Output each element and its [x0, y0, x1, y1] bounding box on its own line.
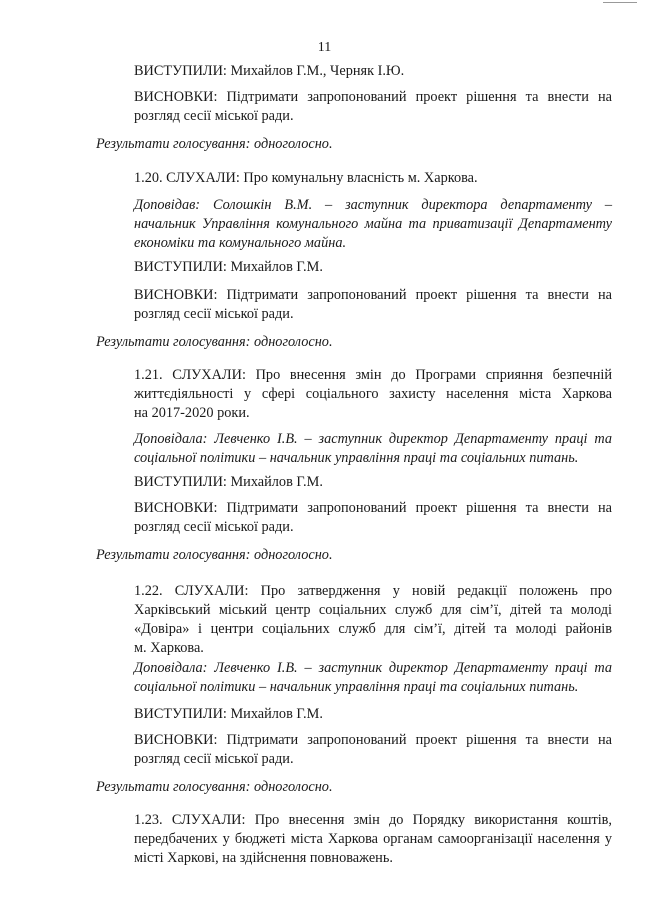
speakers-paragraph	[96, 473, 612, 492]
speakers-paragraph	[96, 258, 612, 277]
conclusion-paragraph	[96, 88, 612, 126]
text-line: на 2017-2020 роки.	[134, 405, 250, 421]
speakers-paragraph	[96, 705, 612, 724]
conclusion-paragraph	[96, 731, 612, 769]
text-line: ВИСНОВКИ: Підтримати запропонований проект рішення та внести на	[134, 287, 612, 303]
text-line: ВИСТУПИЛИ: Михайлов Г.М.	[134, 259, 323, 275]
speaker-paragraph	[96, 430, 612, 468]
text-line: передбачених у бюджеті міста Харкова органам самоорганізації населення у	[134, 831, 612, 847]
conclusion-paragraph	[96, 499, 612, 537]
text-line: Результати голосування: одноголосно.	[96, 779, 333, 795]
text-line: Доповідала: Левченко І.В. – заступник директор Департаменту праці та	[134, 660, 612, 676]
text-line: Харківський міський центр соціальних служб для сім’ї, дітей та молоді	[134, 602, 612, 618]
text-line: економіки та комунального майна.	[134, 235, 347, 251]
text-line: 1.20. СЛУХАЛИ: Про комунальну власність м. Харкова.	[134, 170, 478, 186]
agenda-item-heading	[96, 169, 612, 188]
text-line: 1.22. СЛУХАЛИ: Про затвердження у новій редакції положень про	[134, 583, 612, 599]
text-line: розгляд сесії міської ради.	[134, 751, 294, 767]
text-line: місті Харкові, на здійснення повноважень.	[134, 850, 393, 866]
page-number: 11	[317, 40, 332, 55]
text-line: розгляд сесії міської ради.	[134, 519, 294, 535]
text-line: «Довіра» і центри соціальних служб для сім’ї, дітей та молоді районів	[134, 621, 612, 637]
text-line: розгляд сесії міської ради.	[134, 306, 294, 322]
voting-result	[96, 333, 612, 352]
speaker-paragraph	[96, 659, 612, 697]
text-line: ВИСТУПИЛИ: Михайлов Г.М., Черняк І.Ю.	[134, 63, 405, 79]
text-line: ВИСТУПИЛИ: Михайлов Г.М.	[134, 706, 323, 722]
text-line: Доповідала: Левченко І.В. – заступник директор Департаменту праці та	[134, 431, 612, 447]
text-line: начальник Управління комунального майна та приватизації Департаменту	[134, 216, 612, 232]
text-line: ВИСНОВКИ: Підтримати запропонований проект рішення та внести на	[134, 500, 612, 516]
text-line: 1.23. СЛУХАЛИ: Про внесення змін до Порядку використання коштів,	[134, 812, 612, 828]
text-line: ВИСНОВКИ: Підтримати запропонований проект рішення та внести на	[134, 89, 612, 105]
text-line: соціальної політики – начальник управління праці та соціальних питань.	[134, 450, 579, 466]
voting-result	[96, 135, 612, 154]
text-line: життєдіяльності у сфері соціального захисту населення міста Харкова	[134, 386, 612, 402]
speakers-paragraph	[96, 62, 612, 81]
agenda-item-heading	[96, 582, 612, 658]
text-line: соціальної політики – начальник управління праці та соціальних питань.	[134, 679, 579, 695]
text-line: 1.21. СЛУХАЛИ: Про внесення змін до Програми сприяння безпечній	[134, 367, 612, 383]
text-line: ВИСТУПИЛИ: Михайлов Г.М.	[134, 474, 323, 490]
text-line: ВИСНОВКИ: Підтримати запропонований проект рішення та внести на	[134, 732, 612, 748]
speaker-paragraph	[96, 196, 612, 253]
text-line: Результати голосування: одноголосно.	[96, 136, 333, 152]
text-line: Результати голосування: одноголосно.	[96, 547, 333, 563]
text-line: Доповідав: Солошкін В.М. – заступник директора департаменту –	[134, 197, 612, 213]
agenda-item-heading	[96, 811, 612, 868]
voting-result	[96, 546, 612, 565]
conclusion-paragraph	[96, 286, 612, 324]
agenda-item-heading	[96, 366, 612, 423]
scan-edge-mark	[603, 2, 637, 3]
text-line: м. Харкова.	[134, 640, 204, 656]
text-line: розгляд сесії міської ради.	[134, 108, 294, 124]
voting-result	[96, 778, 612, 797]
text-line: Результати голосування: одноголосно.	[96, 334, 333, 350]
